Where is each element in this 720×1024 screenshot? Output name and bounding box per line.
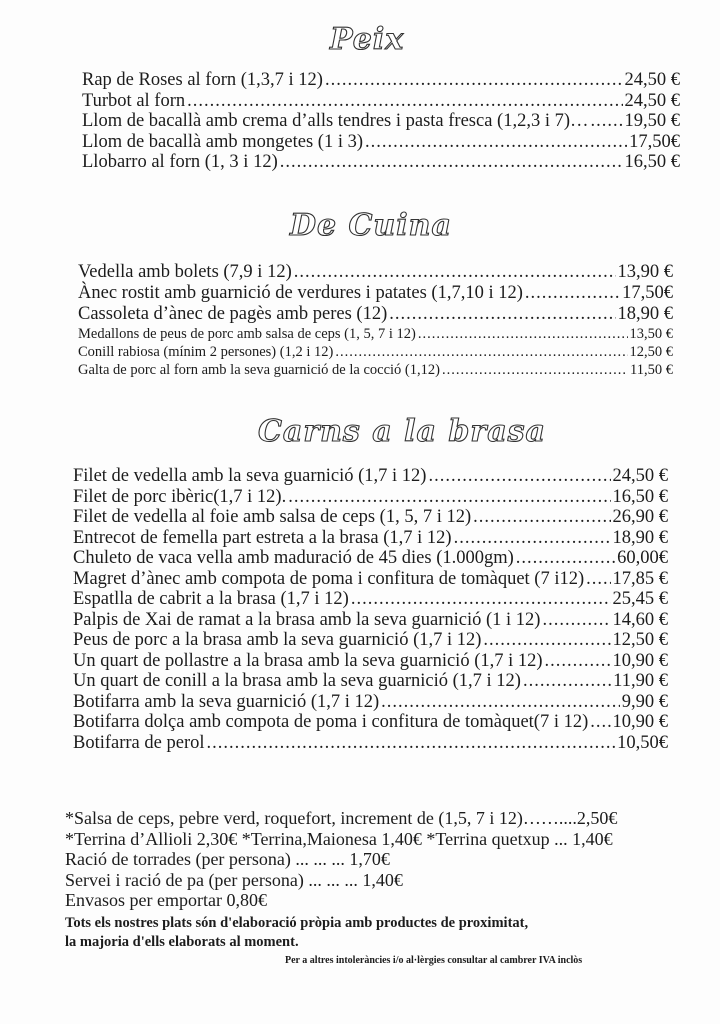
item-name: Filet de porc ibèric(1,7 i 12).: [73, 486, 287, 507]
item-name: Medallons de peus de porc amb salsa de ceps (1, 5, 7 i 12): [78, 326, 416, 342]
menu-item: [78, 304, 673, 325]
leader-dots: [516, 548, 615, 569]
leader-dots: [335, 343, 627, 361]
item-name: Botifarra de perol: [73, 732, 205, 753]
menu-item: [73, 466, 668, 487]
leader-dots: [187, 91, 622, 112]
menu-item: [82, 152, 680, 173]
leader-dots: [280, 152, 623, 173]
item-name: Filet de vedella al foie amb salsa de ceps (1, 5, 7 i 12): [73, 507, 472, 527]
peix-list: [82, 70, 680, 173]
extra-line: *Terrina d’Allioli 2,30€ *Terrina,Maionesa 1,40€ *Terrina quetxup ... 1,40€: [65, 828, 613, 849]
item-price: 24,50 €: [624, 70, 680, 90]
menu-item: [73, 692, 668, 713]
item-price: 14,60 €: [612, 609, 668, 630]
item-name: Cassoleta d’ànec de pagès amb peres (12): [78, 304, 388, 324]
item-price: 10,90 €: [612, 650, 668, 671]
menu-item: [73, 487, 668, 508]
leader-dots: [288, 487, 610, 508]
section-title-de-cuina: De Cuina: [290, 208, 452, 243]
item-price: 13,50 €: [629, 326, 673, 342]
menu-item: [73, 589, 668, 610]
leader-dots: [351, 589, 611, 610]
section-title-peix: Peix: [330, 22, 405, 57]
leader-dots: [483, 630, 610, 651]
notice-line: Tots els nostres plats són d'elaboració pròpia amb productes de proximitat,: [65, 915, 529, 931]
leader-dots: [418, 325, 628, 343]
menu-item: [82, 91, 680, 112]
menu-item: [78, 262, 673, 283]
menu-item: [73, 528, 668, 549]
leader-dots: [586, 569, 610, 590]
section-title-carns: Carns a la brasa: [258, 414, 546, 449]
item-name: Galta de porc al forn amb la seva guarnició de la cocció (1,12): [78, 362, 440, 378]
item-price: 60,00€: [617, 548, 668, 568]
leader-dots: [365, 132, 627, 153]
item-price: 17,85 €: [612, 568, 668, 589]
item-name: Un quart de conill a la brasa amb la seva guarnició (1,7 i 12): [73, 671, 521, 691]
leader-dots: [454, 528, 611, 549]
menu-item: [82, 132, 680, 153]
item-name: Espatlla de cabrit a la brasa (1,7 i 12): [73, 589, 349, 609]
menu-item: [78, 343, 673, 361]
leader-dots: [428, 466, 610, 487]
item-name: Llom de bacallà amb crema d’alls tendres i pasta fresca (1,2,3 i 7)…: [82, 111, 589, 131]
extra-line: Envasos per emportar 0,80€: [65, 890, 267, 910]
item-price: 17,50€: [629, 131, 680, 152]
item-price: 9,90 €: [621, 691, 668, 712]
leader-dots: [381, 692, 620, 713]
item-price: 11,50 €: [630, 362, 673, 378]
item-name: Filet de vedella amb la seva guarnició (1,7 i 12): [73, 466, 427, 486]
item-name: Peus de porc a la brasa amb la seva guarnició (1,7 i 12): [73, 630, 482, 650]
item-price: 18,90 €: [612, 527, 668, 548]
item-price: 16,50 €: [612, 486, 668, 507]
item-name: Ànec rostit amb guarnició de verdures i patates (1,7,10 i 12): [78, 283, 523, 303]
menu-item: [73, 630, 668, 651]
extra-line: *Salsa de ceps, pebre verd, roquefort, increment de (1,5, 7 i 12)……....2,50€: [65, 808, 618, 828]
menu-item: [73, 548, 668, 569]
leader-dots: [473, 507, 610, 528]
item-name: Llom de bacallà amb mongetes (1 i 3): [82, 131, 364, 152]
menu-item: [82, 111, 680, 132]
allergy-footer: Per a altres intoleràncies i/o al·lèrgies consultar al cambrer IVA inclòs: [285, 955, 583, 966]
menu-item: [73, 671, 668, 692]
item-price: 17,50€: [622, 283, 673, 303]
leader-dots: [207, 733, 616, 754]
item-name: Rap de Roses al forn (1,3,7 i 12): [82, 70, 323, 90]
menu-item: [73, 507, 668, 528]
notice-line: la majoria d'ells elaborats al moment.: [65, 934, 299, 950]
menu-item: [73, 733, 668, 754]
leader-dots: [545, 651, 611, 672]
menu-item: [82, 70, 680, 91]
leader-dots: [525, 283, 620, 304]
leader-dots: [294, 262, 616, 283]
item-price: 18,90 €: [617, 304, 673, 324]
menu-item: [78, 325, 673, 343]
item-price: 11,90 €: [613, 671, 668, 691]
leader-dots: [523, 671, 611, 692]
item-price: 25,45 €: [612, 589, 668, 609]
item-price: 12,50 €: [612, 630, 668, 650]
item-name: Palpis de Xai de ramat a la brasa amb la seva guarnició (1 i 12): [73, 609, 541, 630]
item-name: Llobarro al forn (1, 3 i 12): [82, 152, 278, 172]
item-name: Entrecot de femella part estreta a la brasa (1,7 i 12): [73, 527, 452, 548]
item-price: 24,50 €: [612, 466, 668, 486]
item-price: 10,50€: [617, 732, 668, 753]
item-name: Vedella amb bolets (7,9 i 12): [78, 262, 292, 282]
leader-dots: [590, 712, 610, 733]
leader-dots: [389, 304, 615, 325]
menu-item: [73, 651, 668, 672]
item-name: Turbot al forn: [82, 90, 186, 111]
menu-item: [73, 712, 668, 733]
menu-item: [78, 283, 673, 304]
item-name: Magret d’ànec amb compota de poma i confitura de tomàquet (7 i12): [73, 568, 585, 589]
item-price: 12,50 €: [629, 344, 673, 360]
leader-dots: [542, 610, 610, 631]
item-price: 13,90 €: [617, 262, 673, 282]
menu-item: [73, 610, 668, 631]
item-name: Botifarra dolça amb compota de poma i confitura de tomàquet(7 i 12): [73, 712, 589, 732]
item-name: Chuleto de vaca vella amb maduració de 45 dies (1.000gm): [73, 548, 514, 568]
extra-line: Ració de torrades (per persona) ... ... ... 1,70€: [65, 849, 390, 869]
carns-list: [73, 466, 668, 753]
item-name: Un quart de pollastre a la brasa amb la seva guarnició (1,7 i 12): [73, 650, 543, 671]
menu-item: [73, 569, 668, 590]
item-price: 19,50 €: [624, 111, 680, 131]
extras-list: [65, 808, 665, 911]
item-price: 24,50 €: [624, 90, 680, 111]
notice: [65, 914, 528, 952]
menu-item: [78, 361, 673, 379]
leader-dots: [591, 111, 623, 132]
item-price: 10,90 €: [612, 712, 668, 732]
de-cuina-list: [78, 262, 673, 379]
item-price: 26,90 €: [612, 507, 668, 527]
extra-line: Servei i ració de pa (per persona) ... ... ... 1,40€: [65, 869, 403, 890]
item-name: Conill rabiosa (mínim 2 persones) (1,2 i 12): [78, 344, 334, 360]
item-name: Botifarra amb la seva guarnició (1,7 i 12): [73, 691, 380, 712]
leader-dots: [325, 70, 623, 91]
leader-dots: [442, 361, 628, 379]
item-price: 16,50 €: [624, 152, 680, 172]
